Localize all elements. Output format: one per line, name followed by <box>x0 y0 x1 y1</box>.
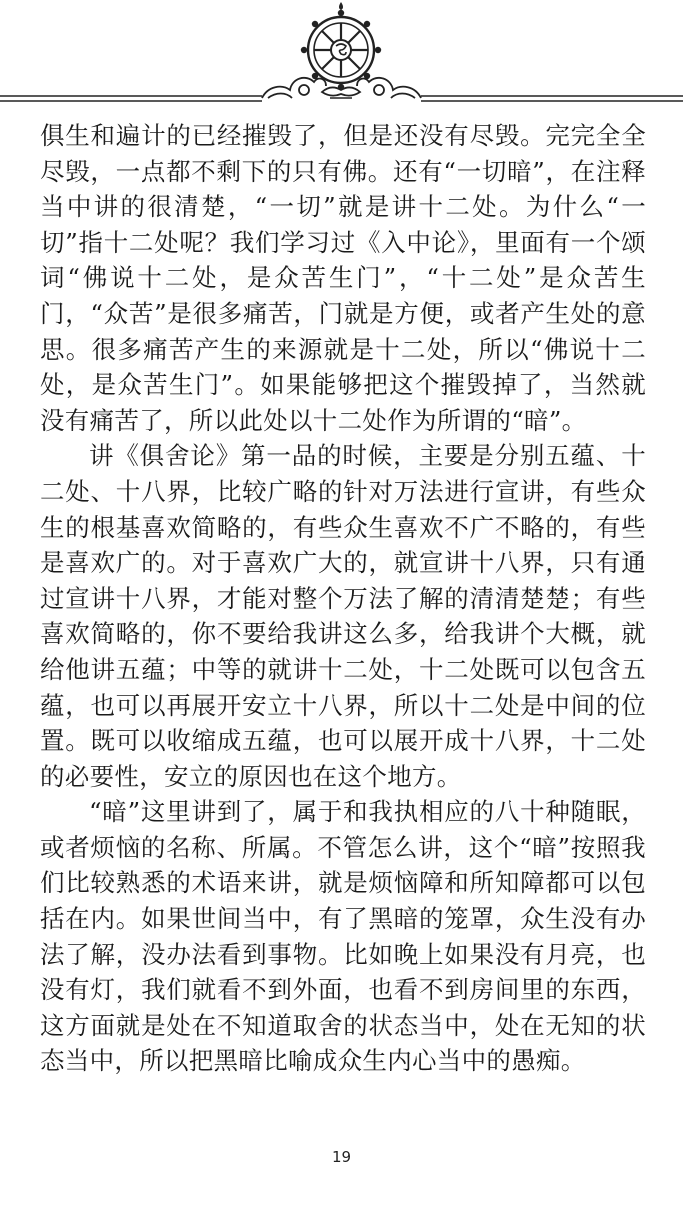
cloud-left-icon <box>262 78 326 98</box>
cloud-right-icon <box>357 78 421 98</box>
paragraph-1: 俱生和遍计的已经摧毁了，但是还没有尽毁。完完全全尽毁，一点都不剩下的只有佛。还有“一切暗”，在注释当中讲的很清楚，“一切”就是讲十二处。为什么“一切”指十二处呢？我们学习过《入中论》，里面有一个颂词“佛说十二处，是众苦生门”，“十二处”是众苦生门，“众苦”是很多痛苦，门就是方便，或者产生处的意思。很多痛苦产生的来源就是十二处，所以“佛说十二处，是众苦生门”。如果能够把这个摧毁掉了，当然就没有痛苦了，所以此处以十二处作为所谓的“暗”。 <box>40 121 646 435</box>
header-rule-right <box>421 96 683 101</box>
dharma-wheel-icon <box>301 2 381 98</box>
page-body <box>40 118 646 1079</box>
paragraph-3: “暗”这里讲到了，属于和我执相应的八十种随眠，或者烦恼的名称、所属。不管怎么讲，这个“暗”按照我们比较熟悉的术语来讲，就是烦恼障和所知障都可以包括在内。如果世间当中，有了黑暗的笼罩，众生没有办法了解，没办法看到事物。比如晚上如果没有月亮，也没有灯，我们就看不到外面，也看不到房间里的东西，这方面就是处在不知道取舍的状态当中，处在无知的状态当中，所以把黑暗比喻成众生内心当中的愚痴。 <box>40 797 646 1076</box>
page-number: 19 <box>331 1148 352 1166</box>
header-ornament <box>0 0 683 112</box>
paragraph-2: 讲《俱舍论》第一品的时候，主要是分别五蕴、十二处、十八界，比较广略的针对万法进行宣讲，有些众生的根基喜欢简略的，有些众生喜欢不广不略的，有些是喜欢广的。对于喜欢广大的，就宣讲十八界，只有通过宣讲十八界，才能对整个万法了解的清清楚楚；有些喜欢简略的，你不要给我讲这么多，给我讲个大概，就给他讲五蕴；中等的就讲十二处，十二处既可以包含五蕴，也可以再展开安立十八界，所以十二处是中间的位置。既可以收缩成五蕴，也可以展开成十八界，十二处的必要性，安立的原因也在这个地方。 <box>40 441 646 791</box>
header-rule-left <box>0 96 262 101</box>
